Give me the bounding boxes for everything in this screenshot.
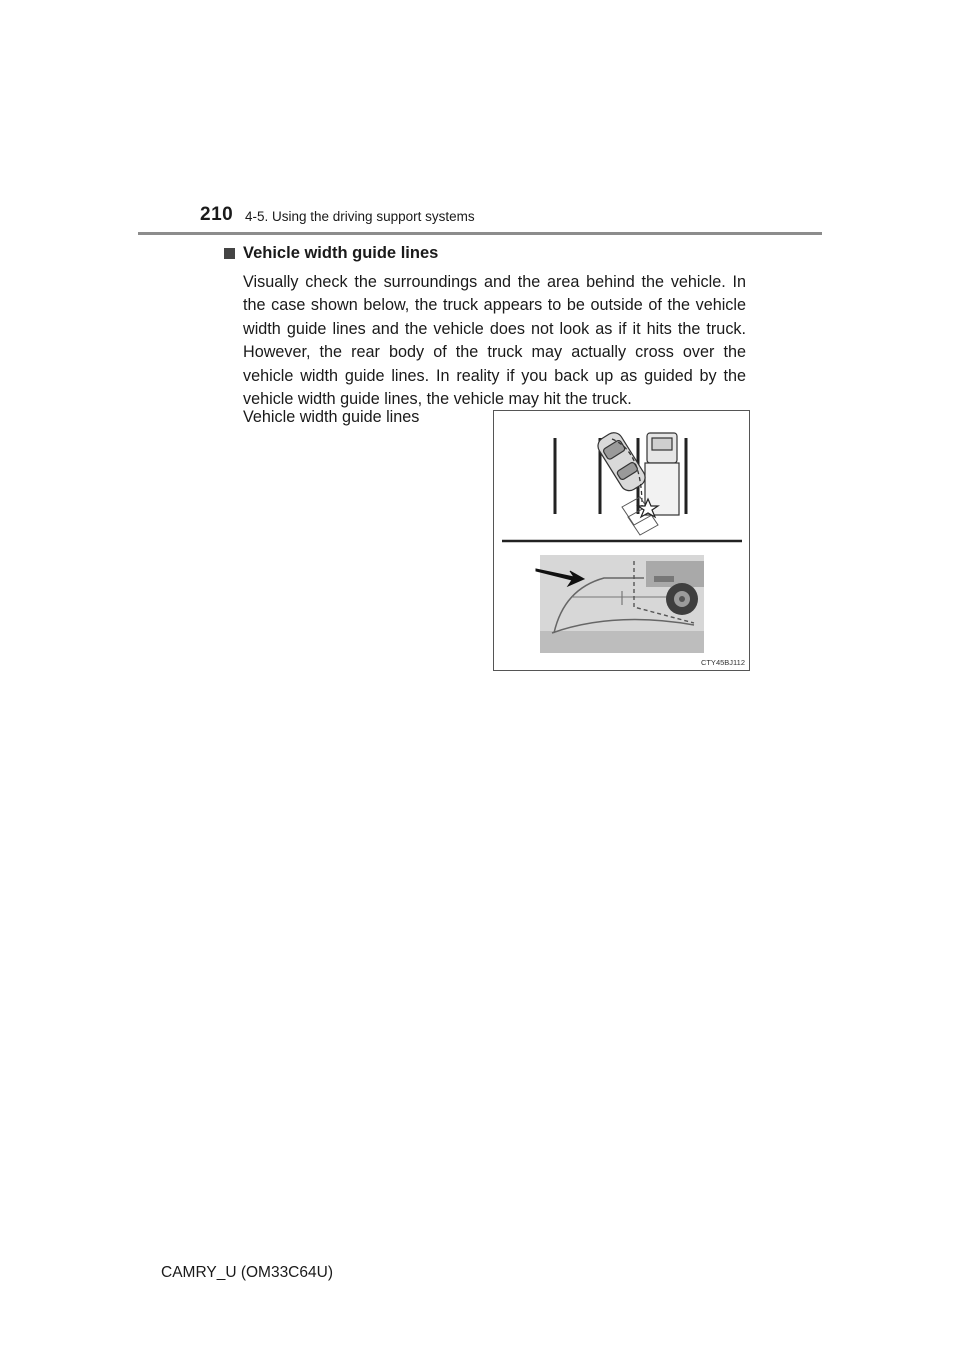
body-paragraph: Visually check the surroundings and the area behind the vehicle. In the case shown below, the truck appears to be outside of the vehicle width guide lines and the vehicle does not look as if it hits the truck. However, the rear body of the truck may actually cross over the vehicle width guide lines. In reality if you back up as guided by the vehicle width guide lines, the vehicle may hit the truck.: [243, 273, 746, 409]
section-title: 4-5. Using the driving support systems: [245, 209, 475, 224]
bullet-square-icon: [224, 248, 235, 259]
page-number: 210: [200, 204, 234, 225]
section-heading: [224, 244, 438, 263]
heading-text: Vehicle width guide lines: [243, 244, 439, 262]
parking-illustration: [494, 411, 749, 670]
figure-code: CTY45BJ112: [700, 658, 745, 667]
figure-caption: Vehicle width guide lines: [243, 408, 420, 426]
camera-view: [540, 555, 704, 653]
illustration-figure: [493, 410, 750, 671]
footer-manual-id: CAMRY_U (OM33C64U): [161, 1264, 333, 1281]
header-rule: [138, 232, 822, 235]
